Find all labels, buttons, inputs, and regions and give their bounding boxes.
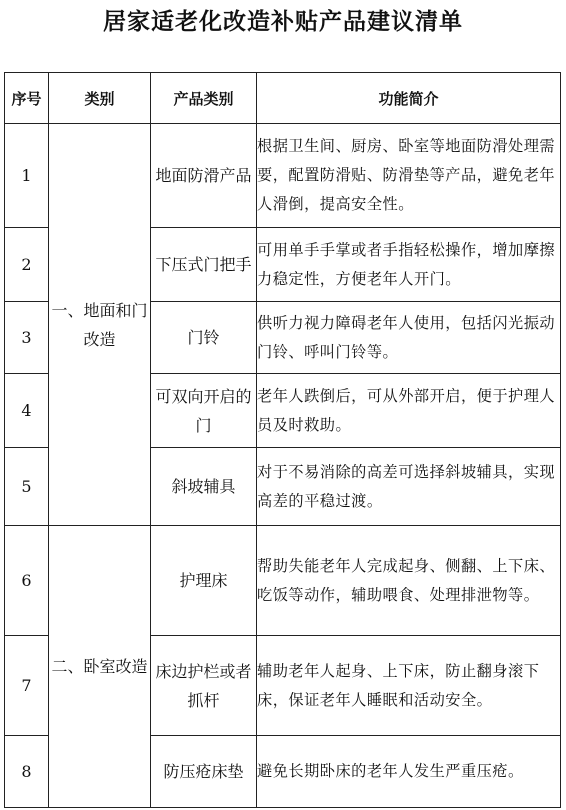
table-row xyxy=(5,526,561,636)
function-cell: 可用单手手掌或者手指轻松操作，增加摩擦力稳定性，方便老年人开门。 xyxy=(257,228,561,302)
table-row xyxy=(5,124,561,228)
table-header-row xyxy=(5,73,561,124)
header-category: 类别 xyxy=(49,73,151,124)
function-cell: 供听力视力障碍老年人使用，包括闪光振动门铃、呼叫门铃等。 xyxy=(257,302,561,374)
function-cell: 根据卫生间、厨房、卧室等地面防滑处理需要，配置防滑贴、防滑垫等产品，避免老年人滑倒，提高安全性。 xyxy=(257,124,561,228)
header-product: 产品类别 xyxy=(151,73,257,124)
row-no: 2 xyxy=(5,228,49,302)
row-no: 4 xyxy=(5,374,49,448)
product-cell: 斜坡辅具 xyxy=(151,448,257,526)
header-function: 功能简介 xyxy=(257,73,561,124)
document-title: 居家适老化改造补贴产品建议清单 xyxy=(103,9,463,35)
row-no: 6 xyxy=(5,526,49,636)
row-no: 1 xyxy=(5,124,49,228)
product-cell: 床边护栏或者抓杆 xyxy=(151,636,257,736)
row-no: 8 xyxy=(5,736,49,808)
function-cell: 对于不易消除的高差可选择斜坡辅具，实现高差的平稳过渡。 xyxy=(257,448,561,526)
function-cell: 辅助老年人起身、上下床，防止翻身滚下床，保证老年人睡眠和活动安全。 xyxy=(257,636,561,736)
subsidy-product-table xyxy=(4,72,561,808)
product-cell: 可双向开启的门 xyxy=(151,374,257,448)
function-cell: 帮助失能老年人完成起身、侧翻、上下床、吃饭等动作，辅助喂食、处理排泄物等。 xyxy=(257,526,561,636)
header-no: 序号 xyxy=(5,73,49,124)
product-cell: 下压式门把手 xyxy=(151,228,257,302)
category-cell: 二、卧室改造 xyxy=(49,526,151,808)
product-cell: 护理床 xyxy=(151,526,257,636)
row-no: 7 xyxy=(5,636,49,736)
row-no: 5 xyxy=(5,448,49,526)
category-cell: 一、地面和门改造 xyxy=(49,124,151,526)
product-cell: 门铃 xyxy=(151,302,257,374)
product-cell: 防压疮床垫 xyxy=(151,736,257,808)
product-cell: 地面防滑产品 xyxy=(151,124,257,228)
function-cell: 避免长期卧床的老年人发生严重压疮。 xyxy=(257,736,561,808)
function-cell: 老年人跌倒后，可从外部开启，便于护理人员及时救助。 xyxy=(257,374,561,448)
row-no: 3 xyxy=(5,302,49,374)
